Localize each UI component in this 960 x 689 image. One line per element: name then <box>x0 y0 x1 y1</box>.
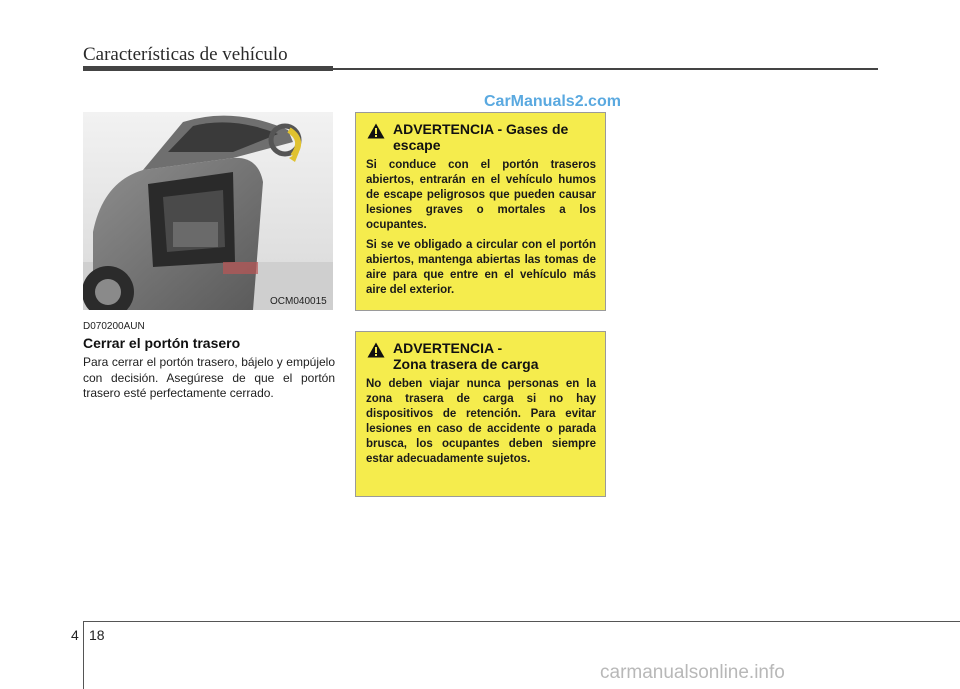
header-rule-thin <box>333 68 878 70</box>
warning-header <box>366 121 596 153</box>
warning-box-exhaust <box>355 112 606 311</box>
warning-title-line2: Zona trasera de carga <box>393 356 539 372</box>
page-header-title: Características de vehículo <box>83 44 288 65</box>
suv-tailgate-illustration <box>83 112 333 310</box>
figure-code: OCM040015 <box>270 296 327 307</box>
warning-title-line1: ADVERTENCIA - Gases de <box>393 121 569 137</box>
watermark-link-top[interactable]: CarManuals2.com <box>484 93 621 110</box>
warning-paragraph: Si conduce con el portón traseros abiertos, entrarán en el vehículo humos de escape peligrosos que pueden causar lesiones graves o mortales a los ocupantes. <box>366 159 596 231</box>
section-code: D070200AUN <box>83 321 145 332</box>
warning-title <box>393 121 568 153</box>
page-number: 18 <box>89 627 105 643</box>
warning-header <box>366 340 596 372</box>
watermark-link-bottom[interactable]: carmanualsonline.info <box>600 662 785 683</box>
warning-triangle-icon <box>367 342 385 358</box>
chapter-number: 4 <box>71 627 79 643</box>
warning-paragraph: Si se ve obligado a circular con el portón abiertos, mantenga abiertas las tomas de aire para que entre en el vehículo más aire del exterior. <box>366 239 596 296</box>
warning-title <box>393 340 539 372</box>
warning-box-cargo-area <box>355 331 606 497</box>
warning-triangle-icon <box>367 123 385 139</box>
warning-title-line2: escape <box>393 137 441 153</box>
footer-rule-horizontal <box>83 621 960 622</box>
section-body: Para cerrar el portón trasero, bájelo y empújelo con decisión. Asegúrese de que el portón trasero esté perfectamente cerrado. <box>83 355 335 400</box>
tailgate-photo <box>83 112 333 310</box>
footer-rule-vertical <box>83 621 84 689</box>
warning-paragraph: No deben viajar nunca personas en la zona trasera de carga si no hay dispositivos de retención. Para evitar lesiones en caso de accidente o parada brusca, los ocupantes deben siempre estar adecuadamente sujetos. <box>366 378 596 465</box>
header-rule-thick <box>83 66 333 71</box>
section-title: Cerrar el portón trasero <box>83 335 241 351</box>
warning-title-line1: ADVERTENCIA - <box>393 340 503 356</box>
